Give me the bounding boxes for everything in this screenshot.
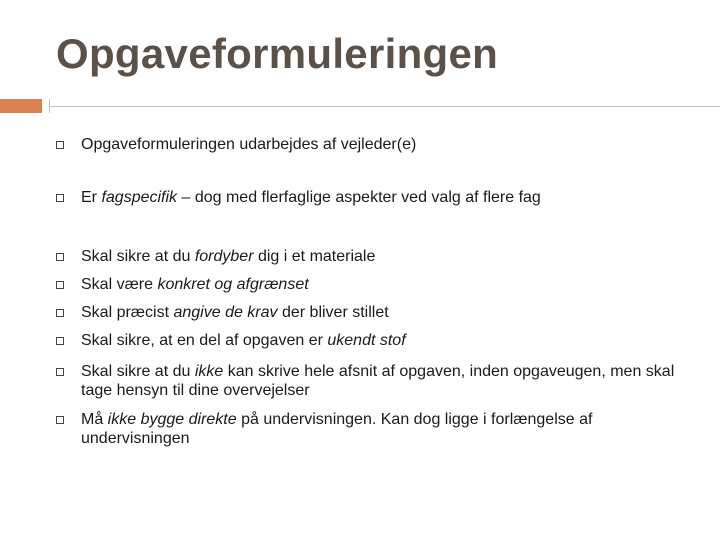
bullet-text-run: på undervisningen. Kan dog ligge i forlængelse af undervisningen <box>81 411 593 447</box>
bullet-text-run: kan skrive hele afsnit af opgaven, inden opgaveugen, men skal tage hensyn til dine overvejelser <box>81 363 675 399</box>
square-outline-icon <box>56 281 64 289</box>
bullet-text <box>81 247 681 266</box>
bullet-text <box>81 135 681 154</box>
bullet-text <box>81 410 681 448</box>
slide-title: Opgaveformuleringen <box>56 30 499 77</box>
bullet-text-emphasis: angive de krav <box>173 304 278 321</box>
bullet-text-run: Er <box>81 189 102 206</box>
bullet-text <box>81 188 681 207</box>
bullet-text <box>81 331 681 350</box>
title-accent-bar <box>0 99 42 113</box>
bullet-text <box>81 303 681 322</box>
title-divider-line <box>49 106 720 107</box>
bullet-text-emphasis: fagspecifik <box>101 189 178 206</box>
bullet-text-run: Skal præcist <box>81 304 174 321</box>
square-outline-icon <box>56 337 64 345</box>
bullet-text-run: Må <box>81 411 108 428</box>
square-outline-icon <box>56 194 64 202</box>
bullet-text-emphasis: ukendt stof <box>327 332 406 349</box>
bullet-text-run: Opgaveformuleringen udarbejdes af vejleder(e) <box>81 136 417 153</box>
bullet-text-emphasis: ikke <box>194 363 224 380</box>
square-outline-icon <box>56 141 64 149</box>
square-outline-icon <box>56 368 64 376</box>
square-outline-icon <box>56 309 64 317</box>
bullet-text-run: Skal sikre, at en del af opgaven er <box>81 332 328 349</box>
bullet-text <box>81 275 681 294</box>
bullet-text-run: Skal være <box>81 276 158 293</box>
bullet-text-emphasis: konkret og afgrænset <box>157 276 309 293</box>
bullet-text-run: der bliver stillet <box>277 304 389 321</box>
bullet-text-run: Skal sikre at du <box>81 363 195 380</box>
bullet-text-run: Skal sikre at du <box>81 248 195 265</box>
square-outline-icon <box>56 416 64 424</box>
bullet-text-emphasis: fordyber <box>194 248 254 265</box>
bullet-text-run: dig i et materiale <box>253 248 376 265</box>
square-outline-icon <box>56 253 64 261</box>
bullet-text-emphasis: ikke bygge direkte <box>107 411 237 428</box>
bullet-text-run: – dog med flerfaglige aspekter ved valg af flere fag <box>177 189 541 206</box>
bullet-text <box>81 362 681 400</box>
